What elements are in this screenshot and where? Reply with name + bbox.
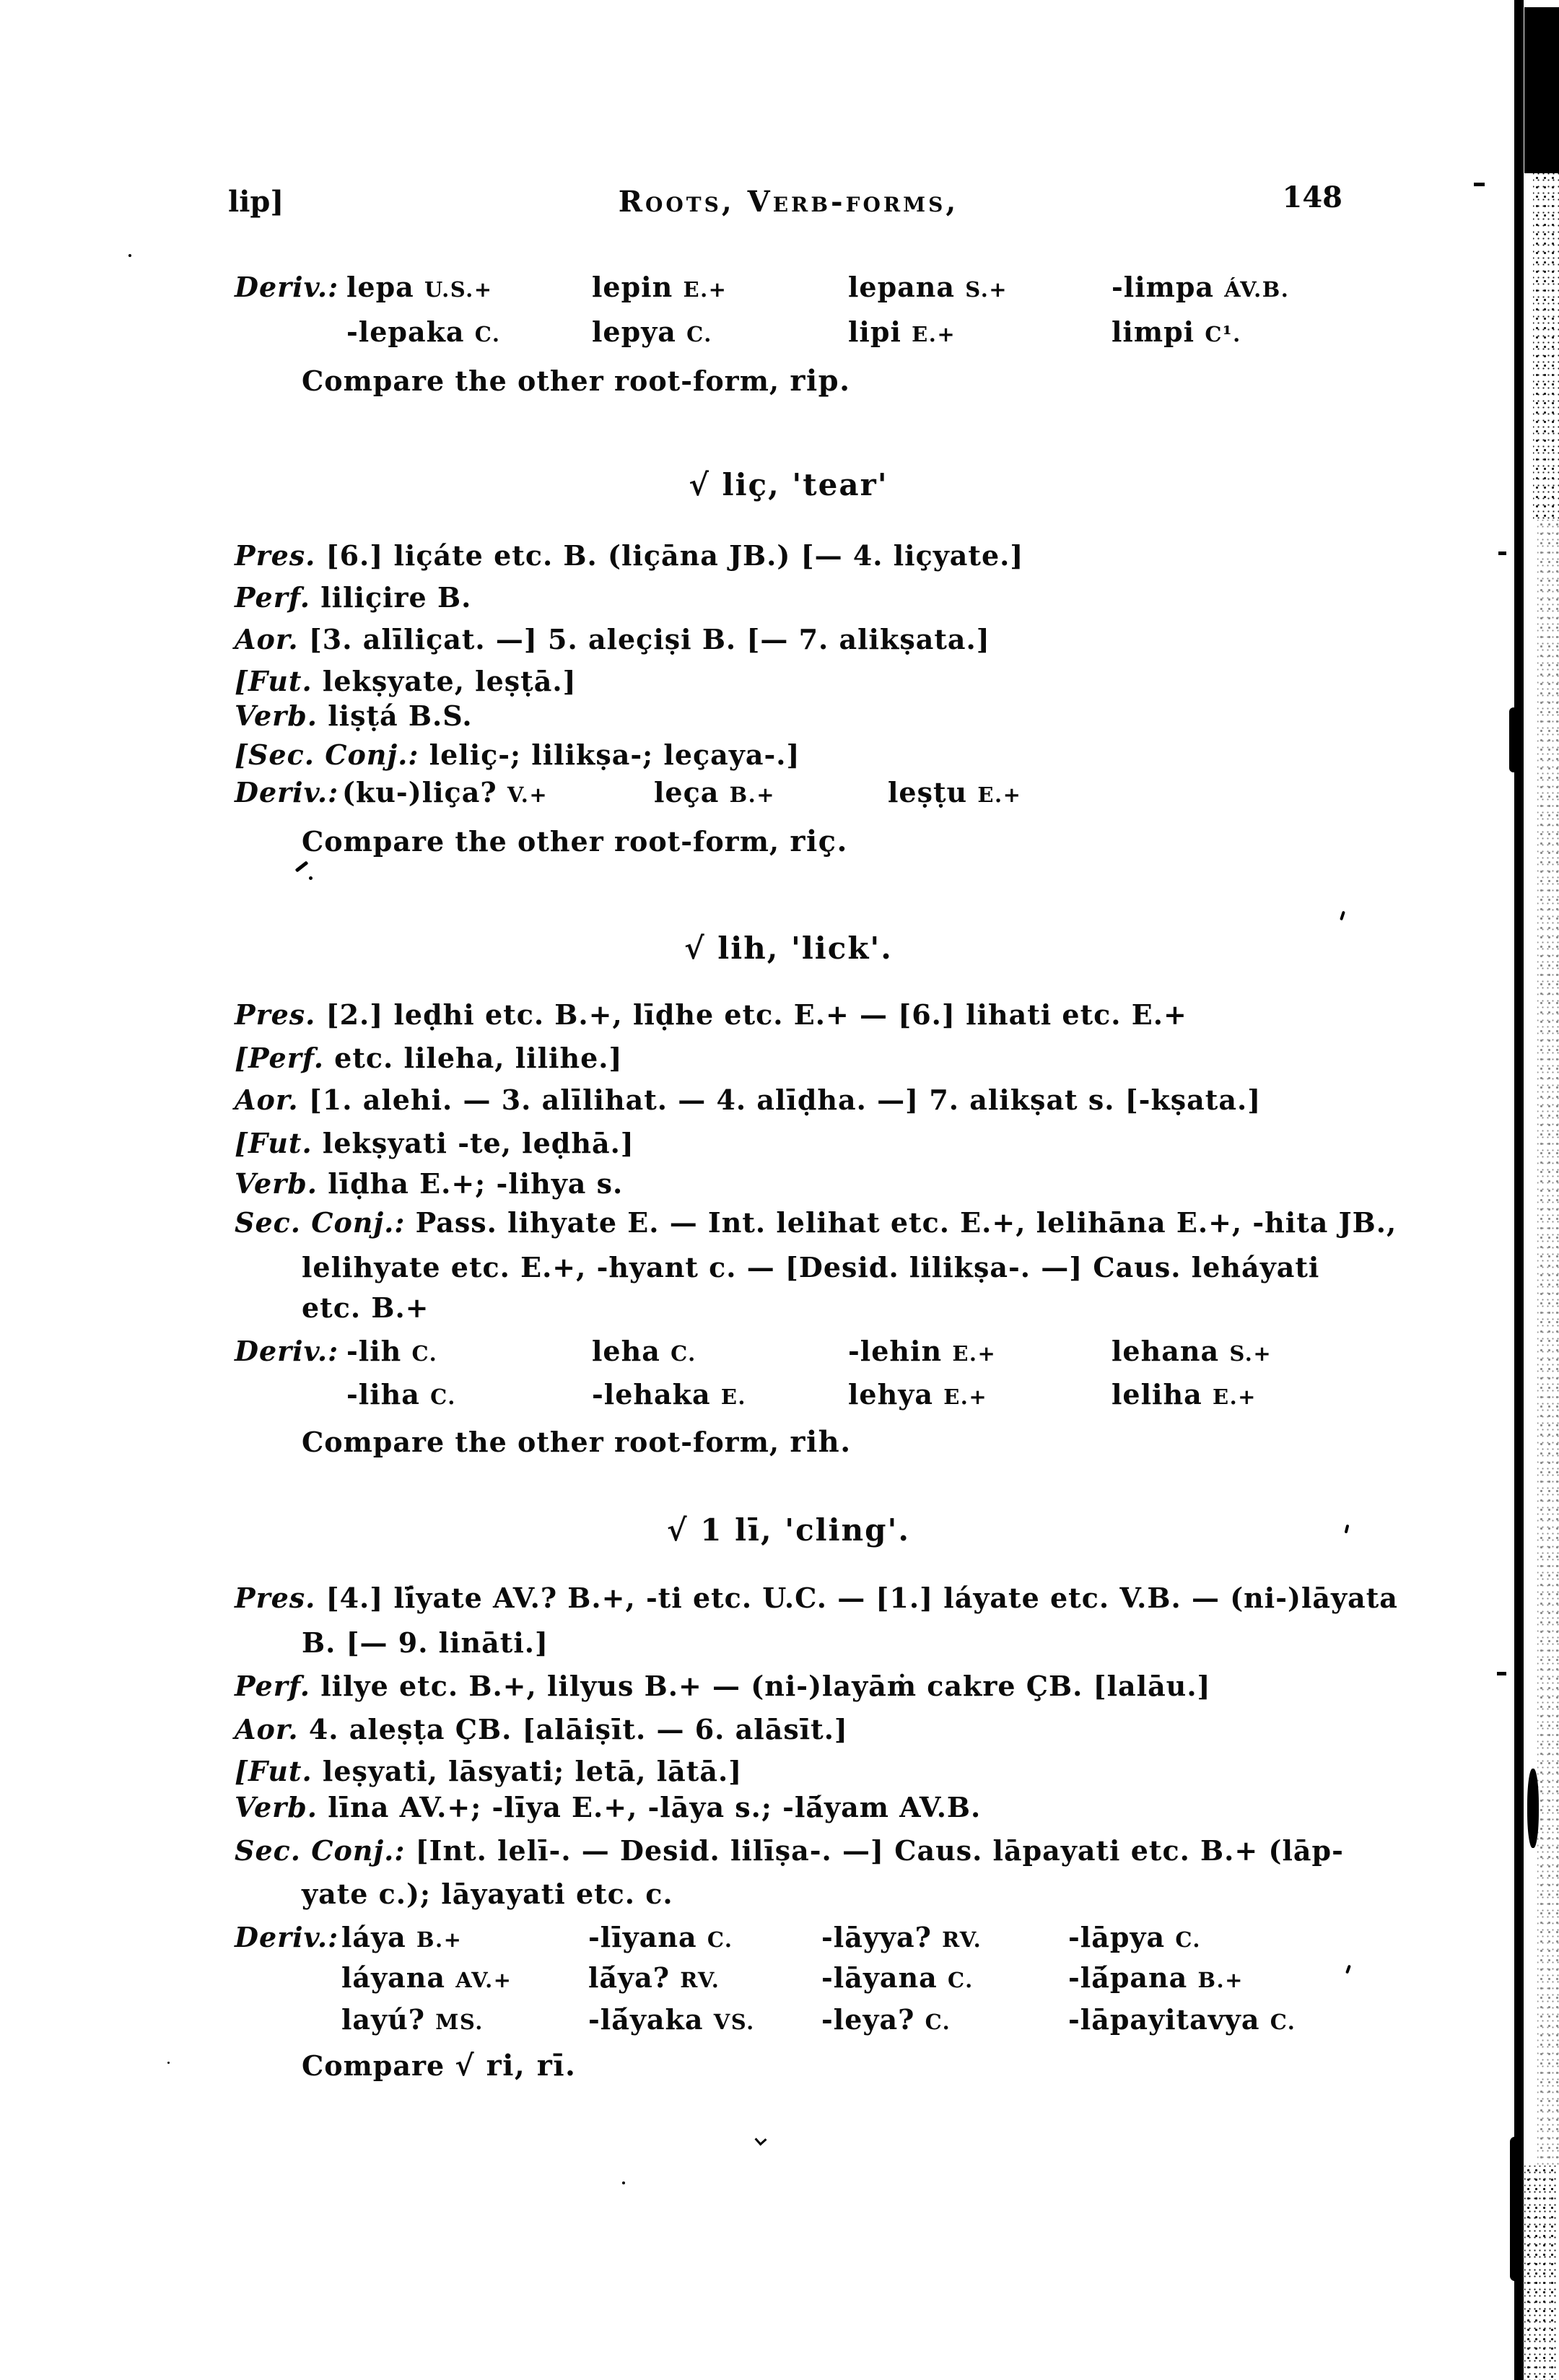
line-text: Pass. lihyate E. — Int. lelihat etc. E.+, lelihāna E.+, -hita JB., [405,1206,1397,1239]
line-text: [3. alīliçat. —] 5. aleçiṣi B. [— 7. alikṣata.] [298,623,990,655]
deriv-cell: layú? MS. [341,2003,484,2036]
scan-speckle-band [1524,2166,1559,2380]
line-text: [4.] lī́yate AV.? B.+, -ti etc. U.C. — [1.] láyate etc. V.B. — (ni-)lāyata [315,1582,1398,1614]
entry-line [235,993,1187,1037]
deriv-cell: -lāyya? RV. [821,1921,982,1953]
entry-line [235,694,473,738]
compare-text: Compare the other root-form, [302,365,790,397]
tense-label: Perf. [235,1670,310,1702]
deriv-cell: lepa U.S.+ [346,271,493,303]
tense-label: Verb. [235,699,318,732]
scan-speckle-band [1533,173,1559,520]
deriv-cell: -lāyana C. [821,1961,974,1994]
scan-speckle [1345,1965,1351,1974]
root-heading: √ 1 lī, 'cling'. [667,1512,910,1548]
tense-label: Pres. [235,1582,316,1614]
line-text: etc. B.+ [302,1291,429,1324]
deriv-cell: -lih C. [346,1335,438,1367]
tense-label: Sec. Conj.: [235,1834,406,1867]
running-title: Roots, Verb-forms, [618,185,959,219]
deriv-label: Deriv.: [235,776,339,808]
entry-line [235,1078,1261,1122]
compare-note [302,820,848,863]
line-text: liṣṭá B.S. [318,699,473,732]
deriv-cell: -lehaka E. [592,1378,747,1411]
deriv-cell: lepya C. [592,315,712,348]
line-text: [6.] liçáte etc. B. (liçāna JB.) [— 4. liçyate.] [315,539,1024,572]
entry-line [235,576,471,619]
scan-speckle-band [1537,520,1559,2166]
deriv-cell: lepin E.+ [592,271,728,303]
deriv-cell: leha C. [592,1335,696,1367]
entry-line [235,534,1023,577]
scan-speckle [1340,911,1345,921]
deriv-cell: leliha E.+ [1112,1378,1257,1411]
entry-line [235,1786,981,1829]
deriv-cell: -liha C. [346,1378,456,1411]
line-text: leliç-; lilikṣa-; leçaya-.] [419,738,800,771]
compare-note [302,1421,852,1464]
deriv-label: Deriv.: [235,1335,339,1367]
tense-label: Sec. Conj.: [235,1206,406,1239]
tense-label: [Perf. [235,1042,324,1074]
page-number: 148 [1282,180,1342,214]
line-text: lilye etc. B.+, lilyus B.+ — (ni-)layāṁ cakre ÇB. [lalāu.] [310,1670,1211,1702]
scan-speckle [622,2181,625,2184]
entry-line [235,618,990,661]
line-text: [2.] leḍhi etc. B.+, līḍhe etc. E.+ — [6.] lihati etc. E.+ [315,998,1187,1031]
compare-root: rip. [790,364,851,398]
entry-line [235,1577,1398,1620]
scan-speckle [128,254,131,257]
compare-text: Compare the other root-form, [302,1426,790,1458]
tense-label: Perf. [235,581,310,614]
scan-edge-blob [1524,7,1559,173]
entry-line [235,1708,848,1751]
deriv-row [235,1998,1296,2044]
line-text: etc. lileha, lilihe.] [323,1042,623,1074]
root-heading: √ liç, 'tear' [689,467,888,502]
deriv-cell: leça B.+ [654,776,776,808]
deriv-cell: -lāpayitavya C. [1068,2003,1296,2036]
tense-label: Pres. [235,539,316,572]
tense-label: [Fut. [235,665,313,697]
deriv-cell: lehana S.+ [1112,1335,1272,1367]
entry-line [235,1829,1344,1873]
scan-binding-bulge [1509,707,1518,772]
line-text: lekṣyati -te, leḍhā.] [312,1127,634,1159]
entry-line [235,733,800,777]
deriv-row [235,310,1241,356]
header-catchword: lip] [228,185,284,219]
deriv-cell: -līyana C. [588,1921,733,1953]
scan-speckle [1497,1672,1506,1675]
deriv-row [235,266,1289,311]
line-text: 4. aleṣṭa ÇB. [alāiṣīt. — 6. alāsīt.] [298,1713,848,1745]
deriv-cell: lehya E.+ [848,1378,988,1411]
tense-label: [Fut. [235,1755,313,1787]
compare-root: riç. [790,824,848,858]
deriv-cell: lipi E.+ [848,315,956,348]
deriv-cell: -lāpya C. [1068,1921,1202,1953]
entry-continuation-line [302,1621,549,1665]
scan-speckle [1474,183,1485,186]
compare-note [302,2044,576,2088]
line-text: B. [— 9. lināti.] [302,1626,549,1659]
deriv-label-spacer [235,1373,346,1418]
deriv-cell: -limpa ÁV.B. [1112,271,1290,303]
tense-label: Aor. [235,1713,299,1745]
tense-label: Aor. [235,623,299,655]
deriv-label-spacer [235,1956,341,2002]
line-text: liliçire B. [310,581,472,614]
line-text: [1. alehi. — 3. alīlihat. — 4. alīḍha. —] 7. alikṣat s. [-kṣata.] [298,1084,1262,1116]
deriv-cell: -lā́pana B.+ [1068,1961,1244,1994]
deriv-row [235,1956,1244,2002]
compare-root: rih. [790,1425,852,1459]
compare-text: Compare [302,2049,455,2082]
compare-note [302,359,851,403]
scan-speckle [1345,1525,1350,1534]
scan-binding-bulge [1510,2137,1520,2281]
deriv-cell: -lā́yaka VS. [588,2003,755,2036]
entry-continuation-line [302,1873,673,1916]
deriv-label: Deriv.: [235,271,339,303]
entry-line [235,1201,1397,1245]
line-text: līna AV.+; -līya E.+, -lāya s.; -lā́yam AV.B. [318,1791,982,1823]
entry-continuation-line [302,1246,1319,1289]
line-text: [Int. lelī-. — Desid. lilīṣa-. —] Caus. lāpayati etc. B.+ (lāp- [405,1834,1344,1867]
deriv-cell: lā́ya? RV. [588,1961,720,1994]
tense-label: Verb. [235,1791,318,1823]
deriv-cell: -lehin E.+ [848,1335,997,1367]
line-text: leṣyati, lāsyati; letā, lātā.] [312,1755,743,1787]
deriv-cell: láyana AV.+ [341,1961,512,1994]
compare-root: √ ri, rī. [455,2049,577,2083]
deriv-cell: láya B.+ [341,1921,463,1953]
tense-label: Verb. [235,1167,318,1200]
scan-speckle [167,2062,170,2064]
deriv-cell: -leya? C. [821,2003,951,2036]
compare-text: Compare the other root-form, [302,825,790,858]
entry-line [235,1162,623,1206]
deriv-cell: limpi C¹. [1112,315,1241,348]
line-text: lelihyate etc. E.+, -hyant c. — [Desid. lilikṣa-. —] Caus. leháyati [302,1251,1320,1283]
entry-continuation-line [302,1286,429,1330]
ink-mark [309,876,313,880]
deriv-row [235,771,1021,816]
deriv-row [235,1916,1201,1961]
deriv-cell: -lepaka C. [346,315,501,348]
tense-label: Aor. [235,1084,299,1116]
tense-label: [Fut. [235,1127,313,1159]
line-text: līḍha E.+; -lihya s. [318,1167,624,1200]
entry-line [235,1122,634,1165]
deriv-row [235,1373,1257,1418]
entry-line [235,1665,1211,1708]
tense-label: Pres. [235,998,316,1031]
scan-edge-blob [1527,1769,1539,1848]
deriv-label-spacer [235,1998,341,2044]
scan-speckle [755,2134,767,2146]
tense-label: [Sec. Conj.: [235,738,419,771]
line-text: yate c.); lāyayati etc. c. [302,1878,673,1910]
root-heading: √ lih, 'lick'. [684,930,893,966]
entry-line [235,1037,622,1080]
deriv-label: Deriv.: [235,1921,339,1953]
deriv-cell: (ku-)liça? V.+ [342,776,549,808]
deriv-cell: lepana S.+ [848,271,1008,303]
deriv-row [235,1330,1272,1375]
deriv-label-spacer [235,310,346,356]
deriv-cell: leṣṭu E.+ [888,776,1022,808]
scan-speckle [1498,552,1506,555]
line-text: lekṣyate, leṣṭā.] [312,665,577,697]
scan-binding-line [1514,0,1524,2380]
